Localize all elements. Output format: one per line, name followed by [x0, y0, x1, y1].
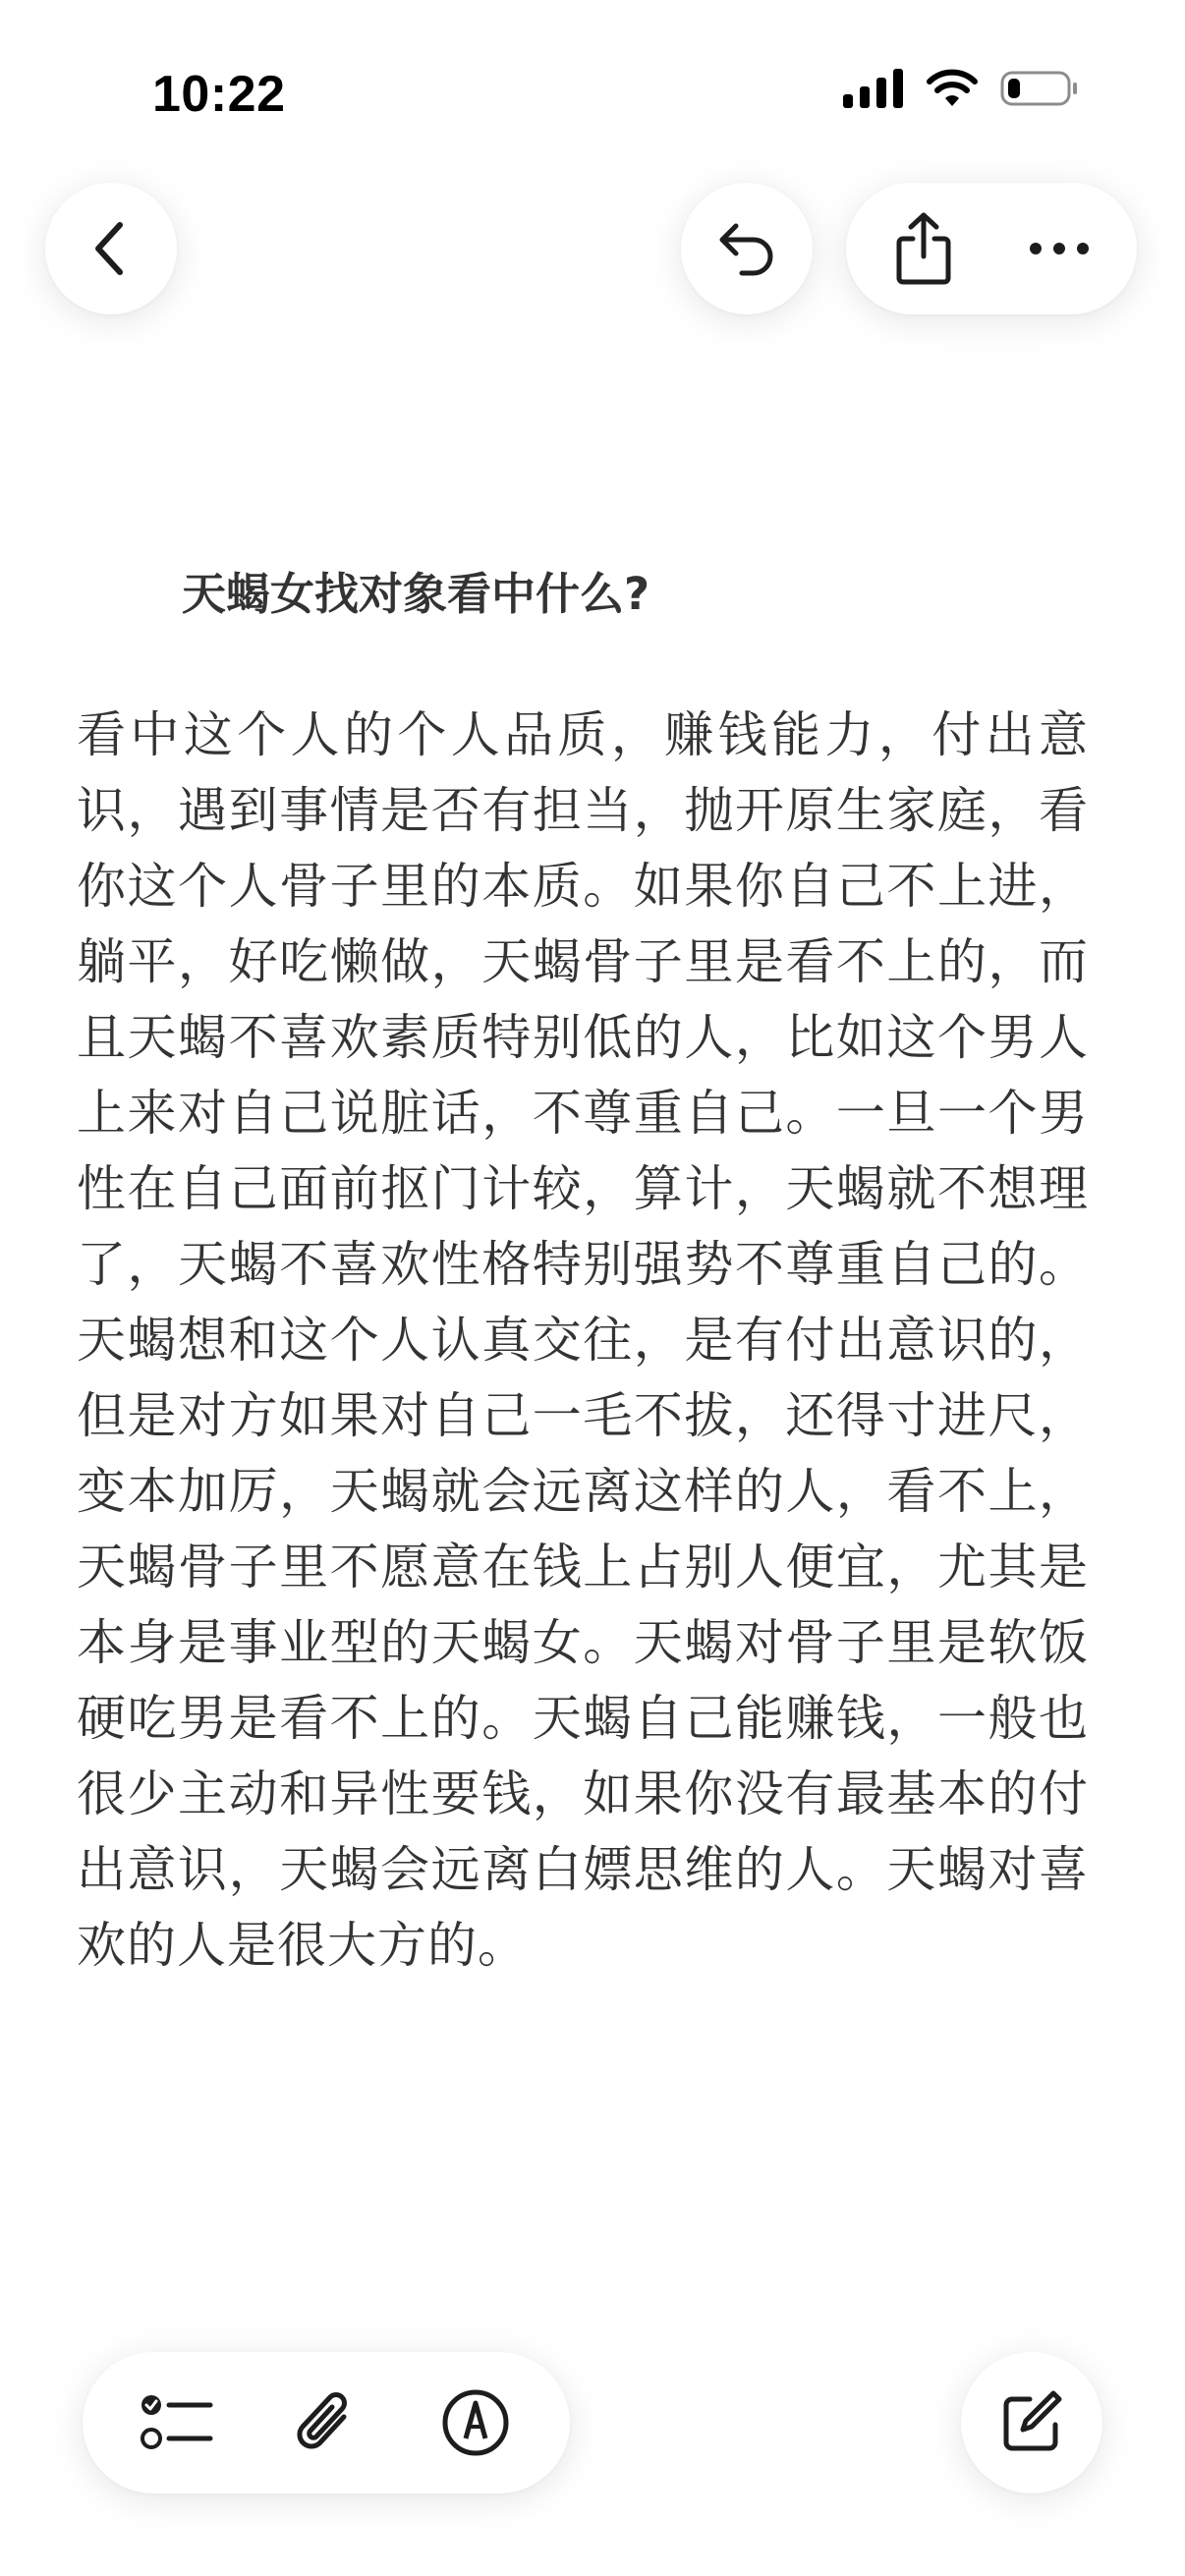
- checklist-button[interactable]: [118, 2364, 236, 2482]
- status-time: 10:22: [152, 66, 286, 123]
- note-body[interactable]: 看中这个人的个人品质，赚钱能力，付出意识，遇到事情是否有担当，抛开原生家庭，看你这个人骨子里的本质。如果你自己不上进，躺平，好吃懒做，天蝎骨子里是看不上的，而且天蝎不喜欢素质特别低的人，比如这个男人上来对自己说脏话，不尊重自己。一旦一个男性在自己面前抠门计较，算计，天蝎就不想理了，天蝎不喜欢性格特别强势不尊重自己的。天蝎想和这个人认真交往，是有付出意识的，但是对方如果对自己一毛不拔，还得寸进尺，变本加厉，天蝎就会远离这样的人，看不上，天蝎骨子里不愿意在钱上占别人便宜，尤其是本身是事业型的天蝎女。天蝎对骨子里是软饭硬吃男是看不上的。天蝎自己能赚钱，一般也很少主动和异性要钱，如果你没有最基本的付出意识，天蝎会远离白嫖思维的人。天蝎对喜欢的人是很大方的。: [77, 706, 1089, 1974]
- share-icon: [891, 211, 956, 286]
- chevron-left-icon: [86, 219, 136, 278]
- wifi-icon: [926, 69, 979, 108]
- share-more-group: [846, 183, 1137, 314]
- compose-button[interactable]: [961, 2352, 1102, 2493]
- note-title[interactable]: 天蝎女找对象看中什么?: [182, 568, 650, 620]
- markup-button[interactable]: [417, 2364, 535, 2482]
- attach-button[interactable]: [267, 2364, 385, 2482]
- markup-pen-icon: [440, 2387, 511, 2458]
- compose-icon: [996, 2387, 1067, 2458]
- bottom-toolbar: [83, 2352, 570, 2493]
- undo-icon: [714, 216, 779, 281]
- note-content[interactable]: [77, 550, 1089, 1984]
- checklist-icon: [140, 2391, 214, 2454]
- status-icons: [843, 69, 1079, 108]
- battery-icon: [1000, 69, 1079, 108]
- undo-button[interactable]: [681, 183, 813, 314]
- more-icon: [1027, 239, 1092, 258]
- status-bar: [0, 0, 1185, 177]
- cellular-signal-icon: [843, 69, 904, 108]
- paperclip-icon: [293, 2387, 360, 2458]
- more-button[interactable]: [1000, 190, 1118, 308]
- share-button[interactable]: [865, 190, 983, 308]
- back-button[interactable]: [45, 183, 177, 314]
